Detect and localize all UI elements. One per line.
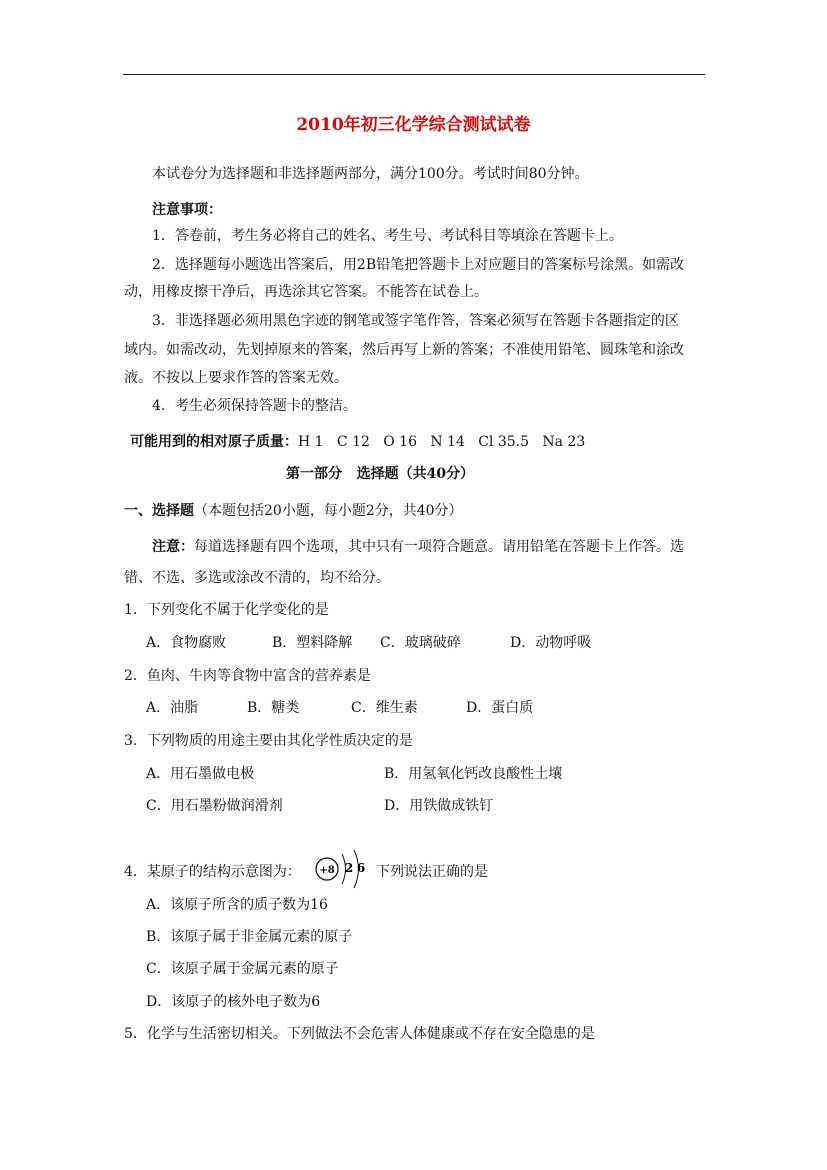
header-rule [123,74,705,75]
q4-option-d: D．该原子的核外电子数为6 [146,994,321,1010]
section1-line [124,502,463,520]
note-2b: 动，用橡皮擦干净后，再选涂其它答案。不能答在试卷上。 [124,284,488,300]
q1-stem: 1．下列变化不属于化学变化的是 [124,602,329,618]
nucleus-charge: +8 [319,865,335,876]
note-3b: 域内。如需改动，先划掉原来的答案，然后再写上新的答案；不准使用铅笔、圆珠笔和涂改 [124,342,684,358]
note-1: 1．答卷前，考生务必将自己的姓名、考生号、考试科目等填涂在答题卡上。 [152,228,623,244]
section1-note-a: 每道选择题有四个选项，其中只有一项符合题意。请用铅笔在答题卡上作答。选 [194,539,684,555]
atomic-mass-line [130,433,585,451]
q3-option-c: C．用石墨粉做润滑剂 [146,798,283,814]
section1-desc: （本题包括20小题，每小题2分，共40分） [194,503,463,519]
atomic-mass-values: H 1 C 12 O 16 N 14 Cl 35.5 Na 23 [298,434,586,450]
atom-structure-diagram [309,848,375,890]
q1-option-d: D．动物呼吸 [510,635,592,651]
note-3c: 液。不按以上要求作答的答案无效。 [124,370,348,386]
note-4: 4．考生必须保持答题卡的整洁。 [152,398,357,414]
q2-option-a: A．油脂 [146,700,199,716]
shell-2-electrons: 6 [356,861,366,875]
q4-stem-post: 下列说法正确的是 [376,864,488,880]
q5-stem: 5．化学与生活密切相关。下列做法不会危害人体健康或不存在安全隐患的是 [124,1026,595,1042]
section1-note-label: 注意： [152,539,194,555]
q2-option-c: C．维生素 [351,700,418,716]
q2-option-b: B．糖类 [247,700,300,716]
q1-option-b: B．塑料降解 [272,635,353,651]
q4-option-b: B．该原子属于非金属元素的原子 [146,929,353,945]
q4-option-c: C．该原子属于金属元素的原子 [146,961,339,977]
q3-stem: 3．下列物质的用途主要由其化学性质决定的是 [124,733,413,749]
q1-option-a: A．食物腐败 [146,635,227,651]
note-2a: 2．选择题每小题选出答案后，用2B铅笔把答题卡上对应题目的答案标号涂黑。如需改 [152,257,685,273]
q3-option-d: D．用铁做成铁钉 [384,798,494,814]
section1-heading: 一、选择题 [124,503,194,519]
q2-stem: 2．鱼肉、牛肉等食物中富含的营养素是 [124,668,371,684]
notes-heading: 注意事项： [152,202,222,218]
q4-option-a: A．该原子所含的质子数为16 [146,897,328,913]
section1-note-line [152,538,684,556]
q3-option-a: A．用石墨做电极 [146,766,255,782]
atomic-mass-label: 可能用到的相对原子质量： [130,434,298,450]
q1-option-c: C．玻璃破碎 [380,635,461,651]
part1-heading: 第一部分 选择题（共40分） [286,466,475,482]
q2-option-d: D．蛋白质 [466,700,534,716]
intro-text: 本试卷分为选择题和非选择题两部分，满分100分。考试时间80分钟。 [152,166,589,182]
note-3a: 3．非选择题必须用黑色字迹的钢笔或签字笔作答，答案必须写在答题卡各题指定的区 [152,313,679,329]
page-title: 2010年初三化学综合测试试卷 [296,115,531,135]
q4-stem-pre: 4．某原子的结构示意图为： [124,864,301,880]
section1-note-b: 错、不选、多选或涂改不清的，均不给分。 [124,570,390,586]
shell-1-electrons: 2 [344,861,354,875]
q3-option-b: B．用氢氧化钙改良酸性土壤 [384,766,563,782]
